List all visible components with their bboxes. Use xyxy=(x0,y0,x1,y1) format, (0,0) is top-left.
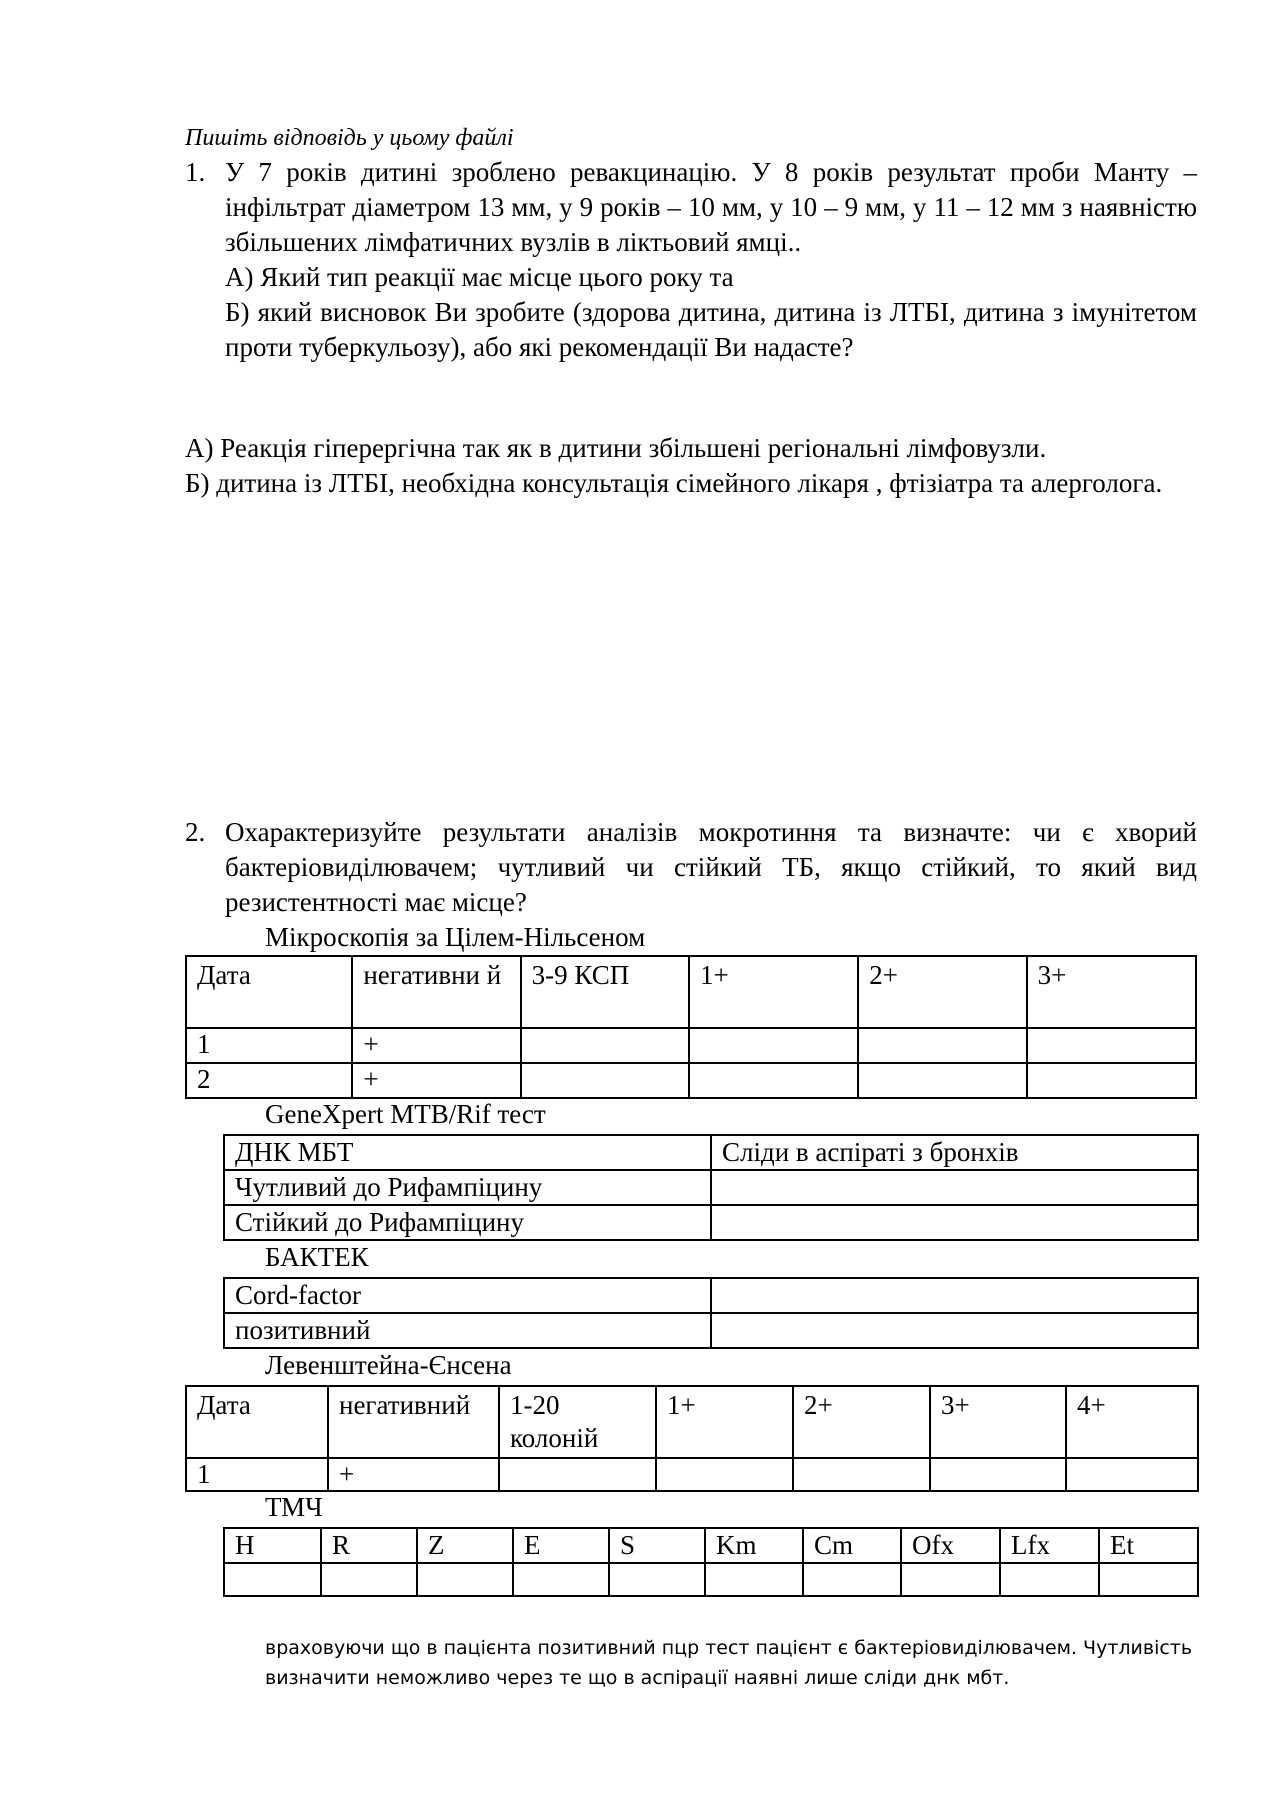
header-cell: Дата xyxy=(186,956,352,1028)
header-cell: негативни й xyxy=(352,956,520,1028)
lj-label: Левенштейна-Єнсена xyxy=(265,1350,512,1380)
table-cell xyxy=(1099,1563,1198,1596)
table-header-row xyxy=(186,956,1196,1028)
table-row xyxy=(186,1063,1196,1098)
table-cell: Чутливий до Рифампіцину xyxy=(224,1170,711,1205)
table-cell xyxy=(609,1563,705,1596)
table-row xyxy=(224,1278,1198,1313)
table-cell xyxy=(513,1563,609,1596)
instruction-note: Пишіть відповідь у цьому файлі xyxy=(185,125,514,151)
table-cell xyxy=(858,1063,1026,1098)
table-cell: 1 xyxy=(186,1458,328,1491)
header-cell: 3+ xyxy=(930,1386,1066,1458)
table-cell xyxy=(656,1458,793,1491)
header-cell: Et xyxy=(1099,1528,1198,1563)
table-cell xyxy=(1027,1063,1196,1098)
header-cell: 1-20 колоній xyxy=(499,1386,656,1458)
table-cell xyxy=(793,1458,930,1491)
tmc-label: ТМЧ xyxy=(265,1492,323,1522)
table-cell xyxy=(711,1205,1198,1240)
table-row xyxy=(186,1028,1196,1063)
header-cell: R xyxy=(321,1528,417,1563)
header-cell: 4+ xyxy=(1066,1386,1198,1458)
bactec-table xyxy=(223,1277,1199,1349)
table-row xyxy=(186,1458,1198,1491)
table-cell: + xyxy=(352,1063,520,1098)
microscopy-label: Мікроскопія за Цілем-Нільсеном xyxy=(265,922,646,952)
header-cell: Ofx xyxy=(901,1528,1000,1563)
header-cell: 1+ xyxy=(689,956,858,1028)
table-cell xyxy=(417,1563,513,1596)
header-cell: 3+ xyxy=(1027,956,1196,1028)
table-cell: Сліди в аспіраті з бронхів xyxy=(711,1135,1198,1170)
table-cell xyxy=(930,1458,1066,1491)
table-cell xyxy=(499,1458,656,1491)
header-cell: Km xyxy=(705,1528,803,1563)
table-row xyxy=(224,1135,1198,1170)
table-cell: + xyxy=(328,1458,499,1491)
tmc-table xyxy=(223,1527,1199,1597)
answer-1-b: Б) дитина із ЛТБІ, необхідна консультація сімейного лікаря , фтізіатра та алерголога. xyxy=(185,468,1163,498)
table-cell xyxy=(711,1313,1198,1348)
header-cell: S xyxy=(609,1528,705,1563)
header-cell: 2+ xyxy=(858,956,1026,1028)
table-cell xyxy=(803,1563,901,1596)
table-cell xyxy=(321,1563,417,1596)
question-1-part-a: А) Який тип реакції має місце цього року та xyxy=(225,262,734,292)
question-1-number: 1. xyxy=(185,157,206,187)
table-cell xyxy=(521,1063,689,1098)
table-cell: позитивний xyxy=(224,1313,711,1348)
table-cell xyxy=(705,1563,803,1596)
table-cell xyxy=(689,1028,858,1063)
table-cell xyxy=(1000,1563,1099,1596)
header-cell: 3-9 КСП xyxy=(521,956,689,1028)
microscopy-table xyxy=(185,955,1197,1099)
header-cell: H xyxy=(224,1528,321,1563)
bactec-label: БАКТЕК xyxy=(265,1242,369,1272)
table-row xyxy=(224,1170,1198,1205)
table-cell xyxy=(901,1563,1000,1596)
question-1-text: У 7 років дитині зроблено ревакцинацію. У 8 років результат проби Манту – інфільтрат діаметром 13 мм, у 9 років – 10 мм, у 10 – 9 мм, у 11 – 12 мм з наявністю збільшених лімфатичних вузлів в ліктьовий ямці.. xyxy=(225,157,1197,257)
answer-1 xyxy=(185,431,1197,501)
table-cell xyxy=(858,1028,1026,1063)
table-row xyxy=(224,1563,1198,1596)
table-cell: 2 xyxy=(186,1063,352,1098)
table-cell: Стійкий до Рифампіцину xyxy=(224,1205,711,1240)
table-header-row xyxy=(186,1386,1198,1458)
question-1 xyxy=(185,155,1197,365)
question-2-text: Охарактеризуйте результати аналізів мокротиння та визначте: чи є хворий бактеріовиділювачем; чутливий чи стійкий ТБ, якщо стійкий, то який вид резистентності має місце? xyxy=(225,817,1197,917)
header-cell: Cm xyxy=(803,1528,901,1563)
table-cell xyxy=(1027,1028,1196,1063)
table-cell xyxy=(711,1278,1198,1313)
table-cell xyxy=(1066,1458,1198,1491)
header-cell: Дата xyxy=(186,1386,328,1458)
header-cell: E xyxy=(513,1528,609,1563)
table-header-row xyxy=(224,1528,1198,1563)
table-cell xyxy=(711,1170,1198,1205)
header-cell: негативний xyxy=(328,1386,499,1458)
header-cell: Z xyxy=(417,1528,513,1563)
genexpert-table xyxy=(223,1134,1199,1241)
table-cell xyxy=(689,1063,858,1098)
table-cell: ДНК МБТ xyxy=(224,1135,711,1170)
header-cell: Lfx xyxy=(1000,1528,1099,1563)
table-cell: Cord-factor xyxy=(224,1278,711,1313)
lj-table xyxy=(185,1385,1199,1492)
genexpert-label: GeneXpert MTB/Rif тест xyxy=(265,1099,546,1129)
table-cell: + xyxy=(352,1028,520,1063)
header-cell: 2+ xyxy=(793,1386,930,1458)
final-answer: враховуючи що в пацієнта позитивний пцр тест пацієнт є бактеріовиділювачем. Чутливість визначити неможливо через те що в аспірації наявні лише сліди днк мбт. xyxy=(265,1637,1193,1689)
table-row xyxy=(224,1205,1198,1240)
answer-1-a: А) Реакція гіперергічна так як в дитини збільшені регіональні лімфовузли. xyxy=(185,433,1047,463)
table-cell: 1 xyxy=(186,1028,352,1063)
question-1-part-b: Б) який висновок Ви зробите (здорова дитина, дитина із ЛТБІ, дитина з імунітетом проти туберкульозу), або які рекомендації Ви надасте? xyxy=(225,297,1197,362)
question-2 xyxy=(185,815,1197,920)
question-2-number: 2. xyxy=(185,817,206,847)
table-row xyxy=(224,1313,1198,1348)
header-cell: 1+ xyxy=(656,1386,793,1458)
table-cell xyxy=(521,1028,689,1063)
table-cell xyxy=(224,1563,321,1596)
